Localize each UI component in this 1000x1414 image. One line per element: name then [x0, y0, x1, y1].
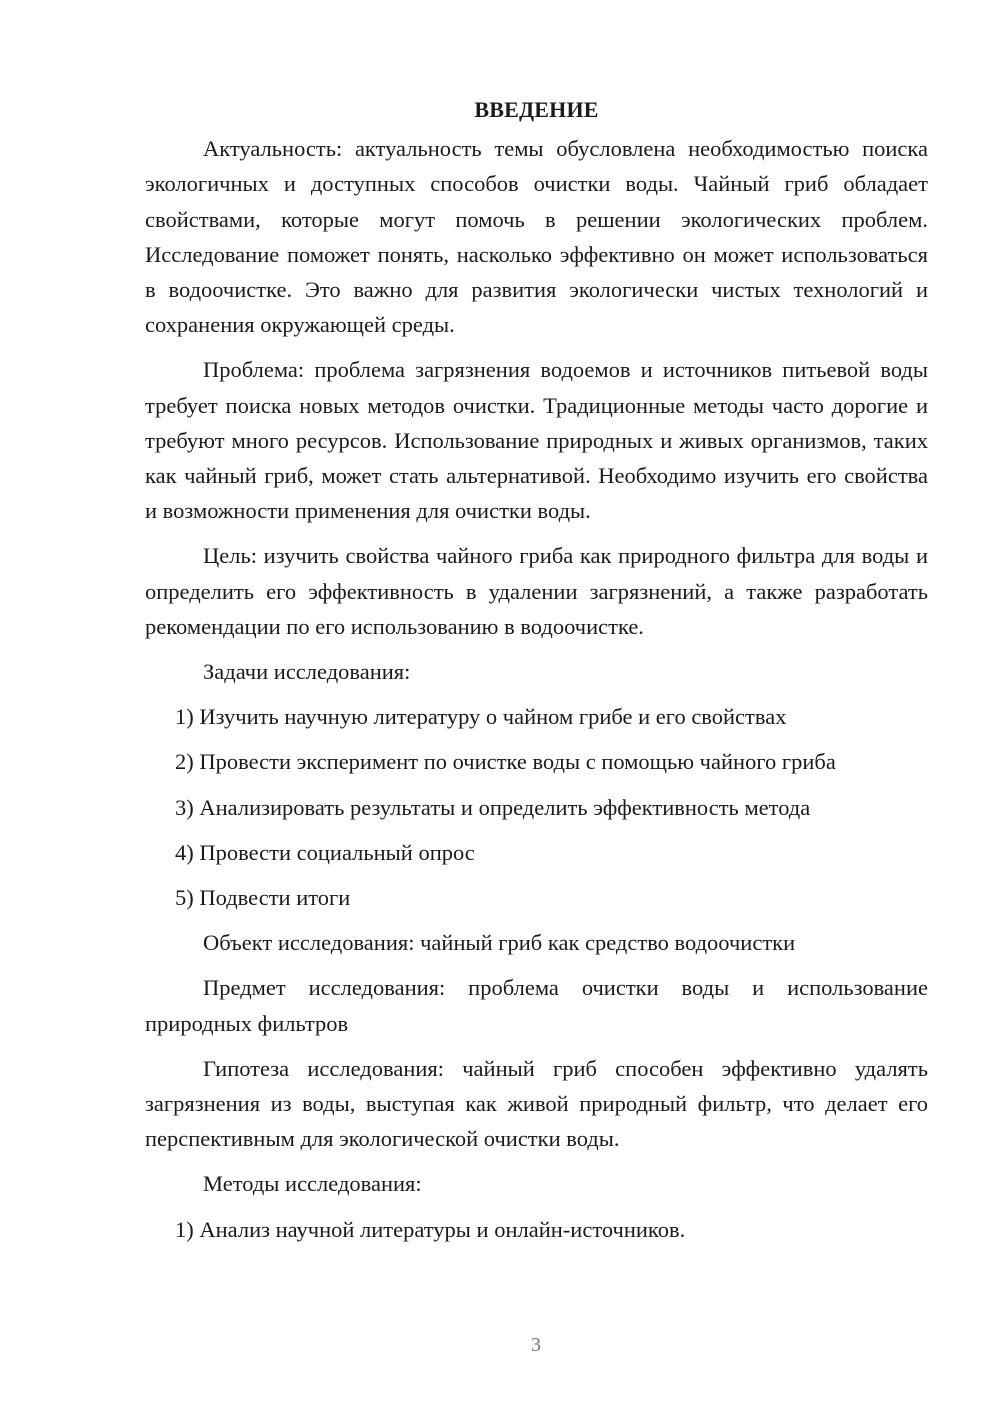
task-item-1: 1) Изучить научную литературу о чайном грибе и его свойствах [175, 704, 787, 730]
methods-list [145, 1212, 928, 1247]
task-item-2: 2) Провести эксперимент по очистке воды с помощью чайного гриба [175, 749, 836, 775]
tasks-list [145, 699, 928, 915]
task-item-5: 5) Подвести итоги [175, 885, 351, 911]
object-paragraph: Объект исследования: чайный гриб как средство водоочистки [203, 930, 796, 956]
tasks-heading: Задачи исследования: [203, 659, 411, 685]
goal-paragraph: Цель: изучить свойства чайного гриба как природного фильтра для воды и определить его эффективность в удалении загрязнений, а также разработать рекомендации по его использованию в водоочистке. [145, 543, 928, 639]
task-item-3: 3) Анализировать результаты и определить эффективность метода [175, 794, 811, 820]
method-item-1: 1) Анализ научной литературы и онлайн-источников. [175, 1216, 686, 1242]
problem-paragraph: Проблема: проблема загрязнения водоемов и источников питьевой воды требует поиска новых методов очистки. Традиционные методы часто дорогие и требуют много ресурсов. Использование природных и живых организмов, таких как чайный гриб, может стать альтернативой. Необходимо изучить его свойства и возможности применения для очистки воды. [145, 357, 928, 524]
subject-paragraph: Предмет исследования: проблема очистки воды и использование природных фильтров [145, 975, 928, 1036]
methods-heading: Методы исследования: [203, 1171, 422, 1197]
task-item-4: 4) Провести социальный опрос [175, 839, 475, 865]
relevance-paragraph: Актуальность: актуальность темы обусловлена необходимостью поиска экологичных и доступных способов очистки воды. Чайный гриб обладает свойствами, которые могут помочь в решении экологических проблем. Исследование поможет понять, насколько эффективно он может использоваться в водоочистке. Это важно для развития экологически чистых технологий и сохранения окружающей среды. [145, 136, 928, 338]
document-title: ВВЕДЕНИЕ [474, 97, 599, 122]
hypothesis-paragraph: Гипотеза исследования: чайный гриб способен эффективно удалять загрязнения из воды, выступая как живой природный фильтр, что делает его перспективным для экологической очистки воды. [145, 1055, 928, 1152]
document-page [145, 92, 928, 1257]
page-number: 3 [531, 1334, 541, 1356]
